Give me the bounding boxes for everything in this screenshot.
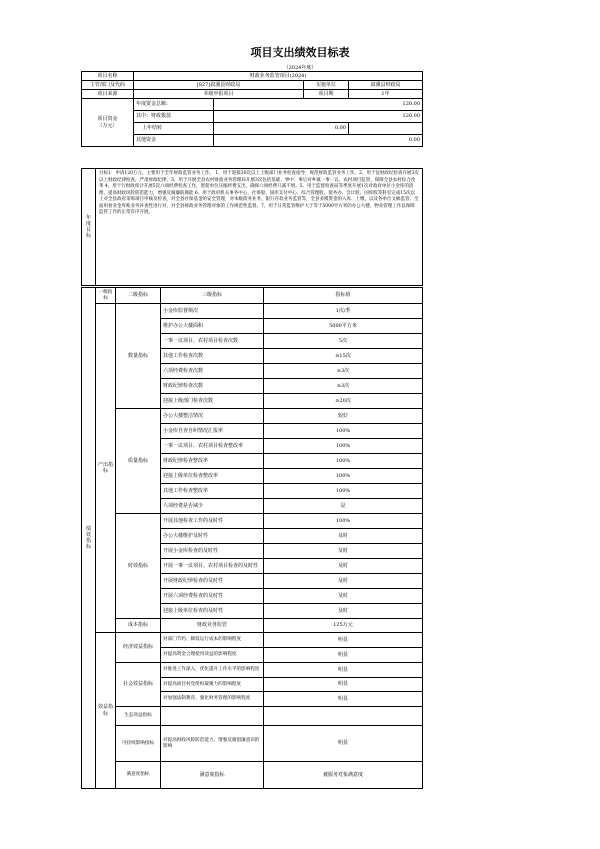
project-name-value: 财政业务监管项目(2024) <box>134 72 423 81</box>
header-lvl1: 一级指标 <box>96 288 116 304</box>
impl-value: 叙溪县财政局 <box>349 81 423 90</box>
funds-label <box>82 99 134 147</box>
quantity-label: 数量指标 <box>116 304 161 409</box>
indicator-value: 及时 <box>264 574 423 589</box>
indicator-value: 及时 <box>264 529 423 544</box>
header-lvl2: 二级指标 <box>116 288 161 304</box>
indicator-value: 及时 <box>264 604 423 619</box>
quality-label: 质量指标 <box>116 409 161 514</box>
dept-value: [827]叙溪县财政局 <box>134 81 304 90</box>
indicator-name: 财政纪律检查整改率 <box>161 454 264 469</box>
indicator-value: 100% <box>264 484 423 499</box>
indicator-name: 对加强法制教育，强化财务管理的影响程度 <box>161 692 264 707</box>
header-lvl3: 三级指标 <box>161 288 264 304</box>
indicator-name: 迎接上级部门检查次数 <box>161 394 264 409</box>
indicator-value: 100% <box>264 469 423 484</box>
indicator-name: 对提高项目村党组织凝聚力的影响程度 <box>161 678 264 692</box>
indicator-value: 明显 <box>264 726 423 762</box>
funds-total-value: 120.00 <box>214 99 423 111</box>
funds-total-label: 年度资金总额： <box>134 99 214 111</box>
indicator-name: 对推进工作深入，优化提升工作水平的影响程度 <box>161 663 264 678</box>
project-name-label: 项目名称 <box>82 72 134 81</box>
funds-fiscal-value: 120.00 <box>214 111 423 123</box>
indicator-value: 及时 <box>264 589 423 604</box>
indicator-name: 其他工作检查次数 <box>161 349 264 364</box>
indicator-value: 5次 <box>264 334 423 349</box>
indicator-name: 小金库自查自纠情况汇报率 <box>161 424 264 439</box>
indicator-name: 一事一议项目、农村项目检查次数 <box>161 334 264 349</box>
performance-table <box>81 287 423 789</box>
indicator-name: 六项经费检查次数 <box>161 364 264 379</box>
indicator-value: 125万元 <box>264 619 423 633</box>
indicator-name: 开展小金库检查的及时性 <box>161 544 264 559</box>
goal-label-line1: 年度 <box>85 214 91 227</box>
indicator-value: ≥3次 <box>264 379 423 394</box>
funds-label-line1: 项目资金 <box>97 116 118 123</box>
indicator-value: 100% <box>264 454 423 469</box>
indicator-value: 明显 <box>264 663 423 678</box>
indicator-value: 1次/季 <box>264 304 423 319</box>
indicator-name: 迎接上级单位检查整改率 <box>161 469 264 484</box>
indicator-name: 对提高财政风险防范能力，增强反腐倡廉意识的影响 <box>161 726 264 762</box>
indicator-value: 100% <box>264 424 423 439</box>
timeliness-label: 时效指标 <box>116 514 161 619</box>
funds-other-label: 其他资金 <box>134 135 214 147</box>
indicator-value: 较好 <box>264 409 423 424</box>
goal-label <box>82 169 96 286</box>
social-label: 社会效益指标 <box>116 663 161 707</box>
indicator-value: 明显 <box>264 633 423 648</box>
goal-text: 目标1：申请120万元，主要用于全年财政监管业务工作。 1、用于迎接20次以上上级部门业务检查指导，规范财政监管业务工作。2、用于征财政纪检查开展3次以上财政纪律检查，严肃财政纪律。3、用于开展全县农村财政业务管理局开展3次包括基础、事中、事后对乡镇一事一议、农村项目监管，保障全县农村综合改革 4、用于行财政预计开展5次六项经费检查工作，督促单位压缩经费支出，确保六项经费只减不增。5、用于监督检查局等季度开展1次对政府单位小金库的清理，提高财政风险防范能力，增强反腐廉防腐能 6、用于政府机关事务中心、社保股、国库支付中心、综合管理股、债务办、会计股、国库股等科室完成15次以上对全县政府采购项目申核及检查，对全县社保基金的安全管理，对本级债务业务、银行存款业务监管等，全县多模资金的入库、上缴，以及各单位文稿监管。全面用看业金库账业务补查性进行对，对全县财政业务管理对象的工作规范性监督。7、用于日常监管维护大于等于5000平方米的办公大楼，物业管理工作以保障监管工作的正常有序开展。 <box>96 169 423 286</box>
indicator-value: ≥20次 <box>264 394 423 409</box>
goal-label-line2: 目标 <box>85 227 91 240</box>
indicator-name: 财政纪律检查次数 <box>161 379 264 394</box>
funds-carryover-value: 0.00 <box>214 123 349 135</box>
indicator-name: 六项经费是否减少 <box>161 499 264 514</box>
indicator-value: 100% <box>264 439 423 454</box>
header-value: 指标值 <box>264 288 423 304</box>
project-info-table <box>81 71 423 147</box>
indicator-name: 被服务对象满意度 <box>264 762 423 789</box>
indicator-name: 办公大楼维护及时性 <box>161 529 264 544</box>
page-title: 项目支出绩效目标表 <box>250 46 350 59</box>
indicator-name: 开展财政纪律检查的及时性 <box>161 574 264 589</box>
indicator-name: 开展其他检查工作的及时性 <box>161 514 264 529</box>
impl-label: 实施单位 <box>304 81 349 90</box>
indicator-value: 5000平方米 <box>264 319 423 334</box>
indicator-name: 对部门节约、降低运行成本的影响程度 <box>161 633 264 648</box>
funds-carryover-label: 上年结转 <box>134 123 214 135</box>
dept-label: 主管部门及代码 <box>82 81 134 90</box>
funds-other-value: 0.00 <box>214 135 423 147</box>
indicator-value: 100% <box>264 514 423 529</box>
funds-label-line2: （万元） <box>97 122 118 129</box>
satisfaction-l2-label: 满意度指标 <box>161 762 264 789</box>
source-label: 项目来源 <box>82 90 134 99</box>
period-value: 1年 <box>349 90 423 99</box>
output-label: 产出指标 <box>96 304 116 633</box>
indicator-value: 及时 <box>264 544 423 559</box>
indicator-value: 明显 <box>264 648 423 663</box>
indicator-name: 小金库监督频次 <box>161 304 264 319</box>
indicator-name: 办公大楼整洁情况 <box>161 409 264 424</box>
indicator-name: 迎接上级单位检查的及时性 <box>161 604 264 619</box>
indicator-name: 开展六项经费检查的及时性 <box>161 589 264 604</box>
indicator-value: 是 <box>264 499 423 514</box>
period-label: 项目期 <box>304 90 349 99</box>
indicator-value: ≥3次 <box>264 364 423 379</box>
economic-label: 经济效益指标 <box>116 633 161 663</box>
indicator-name: 维护办公大楼面积 <box>161 319 264 334</box>
indicator-name: 对提高资金合理使用效益的影响程度 <box>161 648 264 663</box>
funds-fiscal-label: 其中：财政拨款 <box>134 111 214 123</box>
indicator-name: 开展一事一议项目、农村项目检查的及时性 <box>161 559 264 574</box>
indicator-value: 明显 <box>264 678 423 692</box>
sustain-label: 可持续影响指标 <box>116 726 161 762</box>
cost-label: 成本指标 <box>116 619 161 633</box>
indicator-value: 明显 <box>264 692 423 707</box>
indicator-value: ≥15次 <box>264 349 423 364</box>
satisfaction-label: 满意度指标 <box>116 762 161 789</box>
benefit-label: 效益指标 <box>96 633 116 789</box>
indicator-name: 财政业务监管 <box>161 619 264 633</box>
indicator-name: 一事一议项目、农村项目检查整改率 <box>161 439 264 454</box>
indicator-value: 及时 <box>264 559 423 574</box>
indicator-name: 其他工作检查整改率 <box>161 484 264 499</box>
annual-goal-table <box>81 168 423 286</box>
source-value: 本级申报项目 <box>134 90 304 99</box>
eco-label: 生态效益指标 <box>116 707 161 726</box>
year-note: （2024年度） <box>283 65 317 71</box>
perf-outer-label: 绩效指标 <box>82 288 96 789</box>
